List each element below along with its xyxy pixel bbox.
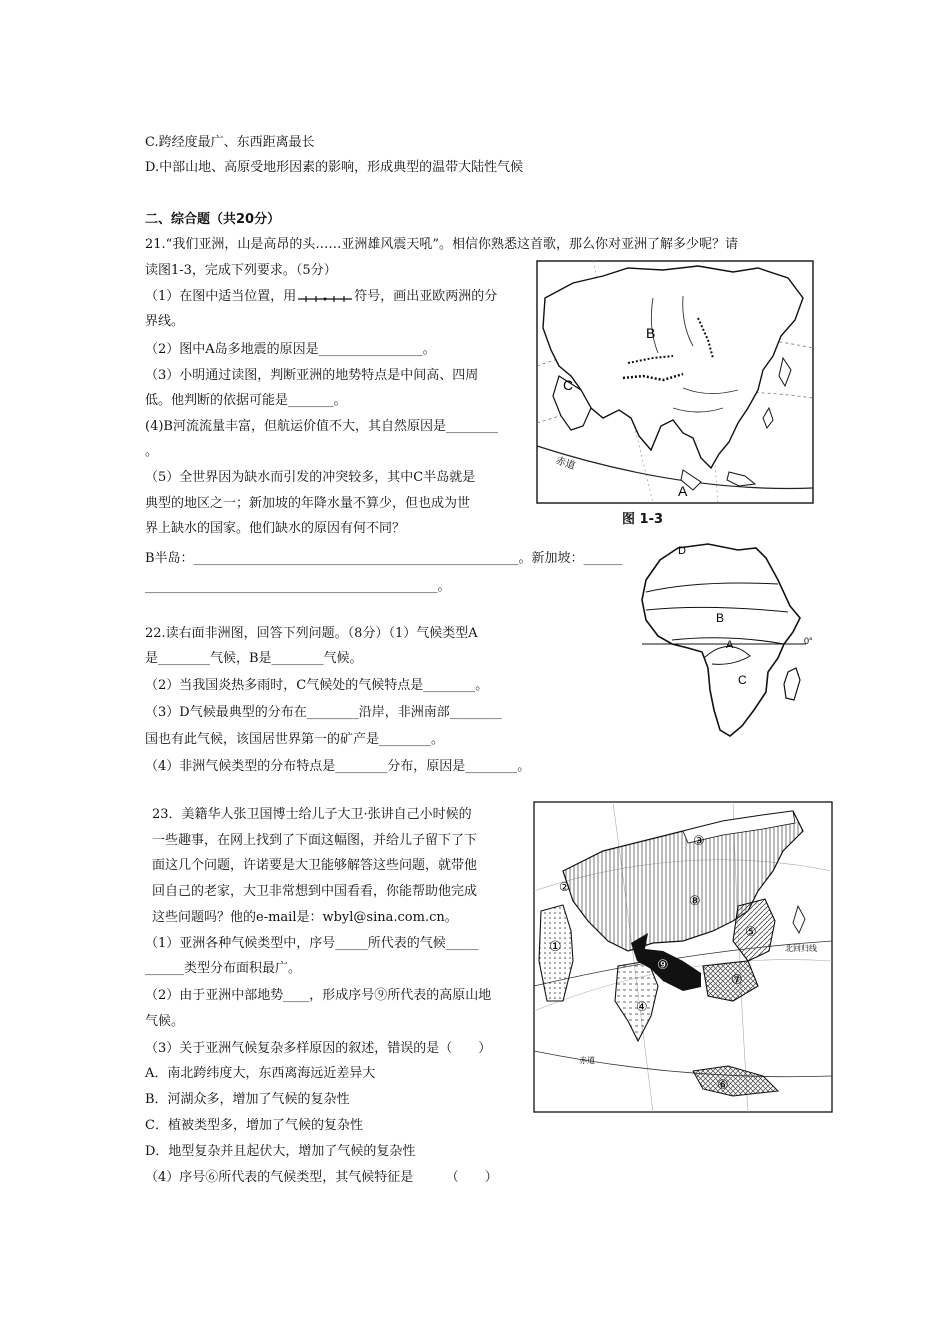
q21-part1-text-b: 符号，画出亚欧两洲的分 (354, 289, 498, 304)
option-c: C.跨经度最广、东西距离最长 (145, 135, 315, 150)
q21-part5-3: 界上缺水的国家。他们缺水的原因有何不同？ (145, 521, 406, 536)
q21-part5-4: B半岛：__________________________________________________。新加坡：______ (145, 551, 623, 566)
climate-label-9: ⑨ (657, 957, 669, 972)
africa-label-a: A (726, 639, 734, 651)
asia-map-figure (533, 258, 815, 514)
q23-part1-2: ______类型分布面积最广。 (145, 961, 302, 976)
q21-part5-5: _____________________________________________。 (145, 579, 451, 594)
q21-part3-2: 低。他判断的依据可能是_______。 (145, 393, 347, 408)
q22-part2: （2）当我国炎热多雨时，C气候处的气候特点是________。 (145, 678, 489, 693)
asia-climate-map-figure (533, 801, 833, 1113)
q21-part3: （3）小明通过读图，判断亚洲的地势特点是中间高、四周 (145, 368, 479, 383)
africa-map-svg (638, 540, 818, 745)
q22-part3-2: 国也有此气候，该国居世界第一的矿产是________。 (145, 732, 445, 747)
q23-stem-5: 这些问题吗？他的e-mail是：wbyl@sina.com.cn。 (152, 910, 458, 925)
q23-stem-2: 一些趣事，在网上找到了下面这幅图，并给儿子留下了下 (152, 833, 478, 848)
q23-stem-3: 面这几个问题，许诺要是大卫能够解答这些问题，就带他 (152, 858, 478, 873)
map-label-a: A (678, 483, 688, 499)
q22-part3: （3）D气候最典型的分布在________沿岸，非洲南部________ (145, 705, 502, 720)
q21-part4-2: 。 (145, 444, 159, 459)
q21-stem: 21.“我们亚洲，山是高昂的头……亚洲雄风震天吼”。相信你熟悉这首歌，那么你对亚洲了解多少呢？请 (145, 237, 738, 252)
q21-part5-2: 典型的地区之一；新加坡的年降水量不算少，但也成为世 (145, 496, 471, 511)
q21-part5: （5）全世界因为缺水而引发的冲突较多，其中C半岛就是 (145, 470, 476, 485)
africa-label-d: D (678, 545, 686, 557)
africa-label-c: C (738, 673, 747, 687)
climate-label-2: ② (559, 880, 570, 894)
africa-label-b: B (716, 611, 725, 625)
map-label-c: C (563, 377, 574, 393)
asia-map-svg (533, 258, 815, 514)
q23-option-d: D．地型复杂并且起伏大，增加了气候的复杂性 (145, 1144, 416, 1159)
climate-label-1: ① (549, 938, 562, 954)
q21-part2: （2）图中A岛多地震的原因是________________。 (145, 342, 436, 357)
q23-stem-1: 23．美籍华人张卫国博士给儿子大卫·张讲自己小时候的 (152, 807, 472, 822)
q23-part3: （3）关于亚洲气候复杂多样原因的叙述，错误的是（ ） (145, 1041, 492, 1056)
africa-label-zero: 0° (804, 636, 813, 646)
q23-option-c: C．植被类型多，增加了气候的复杂性 (145, 1118, 363, 1133)
climate-label-4: ④ (636, 999, 648, 1014)
q22-part4: （4）非洲气候类型的分布特点是________分布，原因是________。 (145, 759, 531, 774)
q21-part4: (4)B河流流量丰富，但航运价值不大，其自然原因是________ (145, 419, 498, 434)
q23-stem-4: 回自己的老家，大卫非常想到中国看看，你能帮助他完成 (152, 884, 478, 899)
boundary-symbol-icon (296, 292, 354, 302)
map-label-equator: 赤道 (554, 455, 577, 473)
asia-climate-map-svg (533, 801, 833, 1113)
climate-label-tropic: 北回归线 (785, 944, 817, 953)
q23-part4: （4）序号⑥所代表的气候类型，其气候特征是 （ ） (145, 1170, 498, 1185)
option-d: D.中部山地、高原受地形因素的影响，形成典型的温带大陆性气候 (145, 160, 524, 175)
climate-label-8: ⑧ (689, 893, 701, 908)
q23-part1: （1）亚洲各种气候类型中，序号_____所代表的气候_____ (145, 936, 479, 951)
q21-part1 (145, 288, 497, 306)
q23-option-a: A．南北跨纬度大，东西离海远近差异大 (145, 1066, 376, 1081)
climate-label-7: ⑦ (731, 972, 743, 987)
africa-map-figure (638, 540, 818, 745)
climate-label-5: ⑤ (745, 924, 757, 939)
q22-stem: 22.读右面非洲图，回答下列问题。（8分）（1）气候类型A (145, 626, 478, 641)
q23-option-b: B．河湖众多，增加了气候的复杂性 (145, 1092, 350, 1107)
asia-map-caption: 图 1-3 (622, 512, 664, 527)
q23-part2: （2）由于亚洲中部地势____，形成序号⑨所代表的高原山地 (145, 988, 492, 1003)
q21-part1-text-a: （1）在图中适当位置，用 (145, 289, 297, 304)
q21-stem-2: 读图1-3，完成下列要求。（5分） (145, 263, 337, 278)
climate-label-6: ⑥ (717, 1077, 729, 1092)
q23-part2-2: 气候。 (145, 1014, 185, 1029)
map-label-b: B (646, 325, 656, 341)
q21-part1-2: 界线。 (145, 314, 185, 329)
section-title: 二、综合题（共20分） (145, 212, 281, 227)
q22-part1: 是________气候，B是________气候。 (145, 651, 363, 666)
climate-label-equator: 赤道 (579, 1056, 595, 1065)
climate-label-3: ③ (693, 833, 705, 848)
